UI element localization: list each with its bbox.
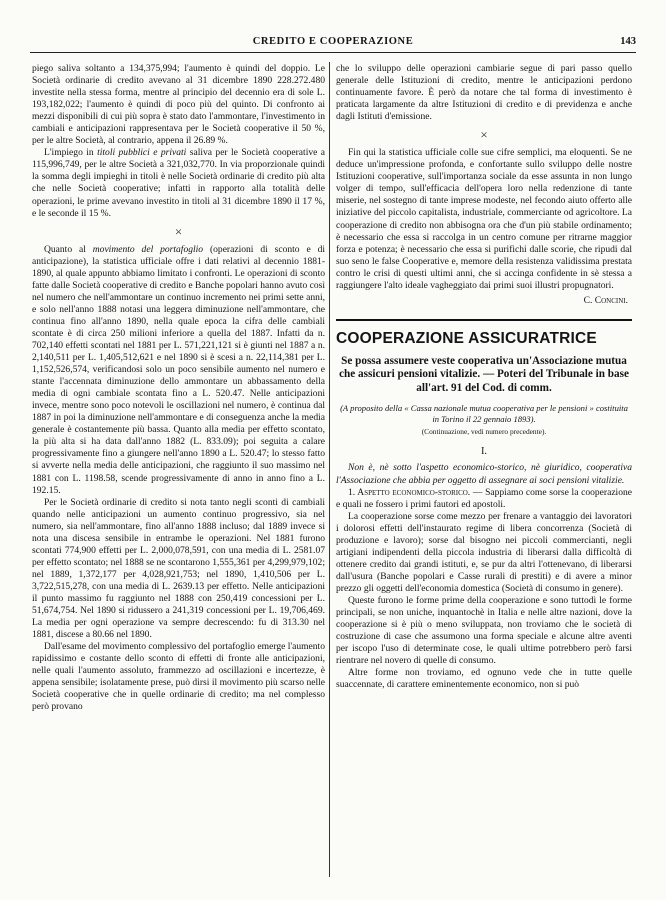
article-note: (A proposito della « Cassa nazionale mutua cooperativa per le pensioni » costituita in Torino il 22 gennaio 1893). [340,403,628,424]
paragraph: Per le Società ordinarie di credito si nota tanto negli sconti di cambiali quando nelle anticipazioni un aumento continuo progressivo, sia nel numero, sia nell'ammontare, fino all'anno 1888 incluso; dal 1889 invece si nota una discesa sensibile in entrambe le operazioni. Nel 1881 furono scontati 774,900 effetti per L. 2,000,078,591, con una media di L. 2581.07 per effetto scontato; nel 1888 se ne scontarono 1,555,361 per 4,299,979,102; nel 1889, 1,372,177 per 4,028,921,753; nel 1890, 1,410,506 per L. 3,722,515,278, con una media di L. 2639.13 per effetto. Nelle anticipazioni il punto massimo fu raggiunto nel 1888 con 250,419 concessioni per L. 51,674,754. Nel 1890 si ridussero a 241,319 concessioni per L. 19,706,469. La media per ogni operazione va sempre decrescendo: fu di 313.30 nel 1881, discese a 80.66 nel 1890. [32,496,325,641]
section-separator: × [174,223,183,239]
section-separator: × [480,127,488,143]
thesis-statement: Non è, nè sotto l'aspetto economico-storico, nè giuridico, cooperativa l'Associazione che abbia per oggetto di assegnare ai soci pensioni vitalizie. [336,462,632,486]
continuation-note: (Continuazione, vedi numero precedente). [421,427,547,437]
journal-title: CREDITO E COOPERAZIONE [252,36,414,47]
page-number: 143 [620,36,636,47]
paragraph: Dall'esame del movimento complessivo del portafoglio emerge l'aumento rapidissimo e costante dello sconto di effetti di fronte alle anticipazioni, nelle quali l'aumento assoluto, frammezzo ad oscillazioni e incertezze, è appena sensibile; isolatamente prese, può dirsi il movimento più scarso nelle Società cooperative che in quelle ordinarie di credito; ma nel complesso però provano [32,641,325,713]
paragraph: L'impiego in titoli pubblici e privati saliva per le Società cooperative a 115,996,749, per le altre Società a 321,032,770. In via proporzionale quindi la somma degli impieghi in titoli è nelle Società ordinarie di credito più alta che nelle Società cooperative; infatti in rapporto alla totalità delle operazioni, le prime avevano investito in titoli al 31 dicembre 1890 il 17 %, e le seconde il 15 %. [32,147,325,219]
running-header [30,36,636,53]
section-rule [336,319,632,321]
paragraph: Altre forme non troviamo, ed ognuno vede che in tutte quelle suaccennate, di carattere eminentemente economico, non si può [336,667,632,691]
author-signature: C. Concini. [583,294,628,306]
section-title: COOPERAZIONE ASSICURATRICE [336,329,597,347]
left-column [32,63,325,713]
paragraph: Fin qui la statistica ufficiale colle sue cifre semplici, ma eloquenti. Se ne deduce un'impressione profonda, e confortante sullo sviluppo delle nostre Istituzioni cooperative, sull'importanza sociale da esse assunta in non lungo volger di tempo, sull'efficacia dell'opera loro nella redenzione di tante miserie, nel sostegno di tante imprese modeste, nel fecondo aiuto offerto alle iniziative del piccolo capitalista, industriale, commerciante od agricoltore. La cooperazione di credito non abbisogna ora che d'un più stabile ordinamento; è necessario che essa si raccolga in un centro comune per ritrarne maggior forza e potenza; è necessario che essa si purifichi dalle scorie, che ripudi dal suo seno le false Cooperative e, memore della resistenza validissima prestata contro le crisi di questi ultimi anni, che si accinga confidente in sè stessa a raggiungere l'alto ideale vagheggiato dai primi suoi illustri propugnatori. [336,147,632,291]
paragraph: Quanto al movimento del portafoglio (operazioni di sconto e di anticipazione), la statistica ufficiale offre i dati relativi al decennio 1881-1890, al quale appunto abbiamo limitato i confronti. Le operazioni di sconto fatte dalle Società cooperative di credito e Banche popolari hanno avuto così nel numero che nell'ammontare un continuo incremento nei primi sette anni, e solo nell'anno 1888 notasi una leggera diminuzione nell'ammontare, che continua fino all'anno 1890, nella quale epoca la cifra delle cambiali scontate è di circa 250 milioni inferiore a quella del 1887. Infatti da n. 702,140 effetti scontati nel 1881 per L. 571,221,121 si è giunti nel 1887 a n. 2,140,511 per L. 1,405,512,621 e nel 1890 si è scesi a n. 22,114,381 per L. 1,152,526,574, verificandosi solo un poco sensibile aumento nel numero e stante l'accennata diminuzione dello ammontare un abbassamento della media di ogni cambiale scontata fino a L. 520.47. Nelle anticipazioni invece, mentre sono poco notevoli le oscillazioni nel numero, è continua dal 1887 in poi la diminuzione nell'ammontare e di conseguenza anche la media generale è costantemente più bassa. Quanto alla media per effetto scontato, la più alta si ha data dall'anno 1882 (L. 833.09); poi seguita a calare progressivamente fino a giungere nell'anno 1890 a L. 520.47; lo stesso fatto si avverte nella media delle anticipazioni, che raggiunto il suo massimo nel 1881 con L. 1198.58, scende progressivamente di anno in anno fino a L. 192.15. [32,243,325,496]
column-rule [329,62,330,877]
right-column [336,63,632,691]
paragraph: 1. Aspetto economico-storico. — Sappiamo come sorse la cooperazione e quali ne fossero i primi fautori ed apostoli. [336,486,632,510]
paragraph: La cooperazione sorse come mezzo per frenare a vantaggio dei lavoratori i dolorosi effetti dell'instaurato regime di libera concorrenza (Società di produzione e lavoro); sorse dal bisogno nei piccoli commercianti, negli artigiani indipendenti della piccola industria di liberarsi dalla difficoltà di ottenere credito dai grandi istituti, e, se pur da altri l'ottenevano, di liberarsi dall'usura (Banche popolari e Casse rurali di prestiti) e di avere a minor prezzo gli oggetti dell'economia domestica (Società di consumo in genere). [336,510,632,594]
paragraph: piego saliva soltanto a 134,375,994; l'aumento è quindi del doppio. Le Società ordinarie di credito avevano al 31 dicembre 1890 228.272.480 investite nella stessa forma, mentre al principio del decennio era di sole L. 193,182,022; l'aumento è quindi di poco più del quinto. Di confronto ai mezzi disponibili di cui più sopra è stato dato l'ammontare, l'investimento in cambiali e anticipazioni rappresentava per le Società cooperative il 50 %, per le altre Società, al contrario, appena il 26.89 %. [32,63,325,147]
article-title: Se possa assumere veste cooperativa un'Associazione mutua che assicuri pensioni vitalizie. — Poteri del Tribunale in base all'art. 91 del Cod. di comm. [339,354,629,394]
chapter-number: I. [480,446,488,458]
paragraph: Queste furono le forme prime della cooperazione e sono tuttodì le forme principali, se non uniche, inquantochè in Italia e nelle altre nazioni, dove la cooperazione si è più o meno sviluppata, non troviamo che le società di costruzione di case che assumono una forma speciale e alcune altre aventi per iscopo l'uso di determinate cose, le quali ultime potrebbero però farsi rientrare nel novero di quelle di consumo. [336,595,632,667]
paragraph: che lo sviluppo delle operazioni cambiarie segue di pari passo quello generale delle Istituzioni di credito, mentre le anticipazioni perdono continuamente favore. È però da notare che tal forma di investimento è praticata largamente da altre Istituzioni di credito e di previdenza e anche dagli Istituti d'emissione. [336,63,632,123]
